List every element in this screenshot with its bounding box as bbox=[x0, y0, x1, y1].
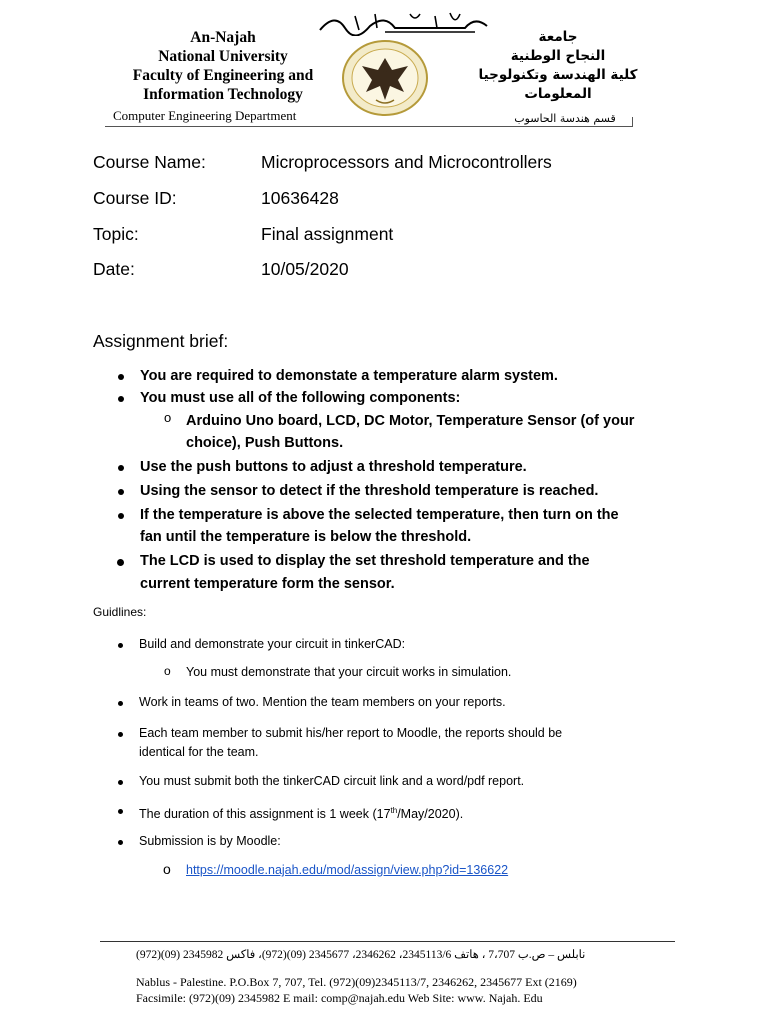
sub-bullet-icon: o bbox=[164, 664, 171, 678]
university-name-english bbox=[108, 28, 338, 104]
en-line-2: National University bbox=[158, 48, 288, 65]
sub-bullet-icon: o bbox=[163, 861, 171, 877]
bullet-icon bbox=[118, 701, 123, 706]
guideline-duration bbox=[139, 801, 639, 824]
date-label: Date: bbox=[93, 259, 135, 279]
ar-line-4: المعلومات bbox=[524, 86, 592, 102]
brief-item: You must use all of the following components: bbox=[140, 390, 461, 406]
bullet-icon bbox=[118, 465, 124, 471]
course-id-value: 10636428 bbox=[261, 188, 339, 208]
topic-label: Topic: bbox=[93, 224, 139, 244]
moodle-submission-link[interactable]: https://moodle.najah.edu/mod/assign/view.php?id=136622 bbox=[186, 863, 509, 877]
bullet-icon bbox=[118, 374, 124, 380]
bullet-icon bbox=[118, 780, 123, 785]
department-english: Computer Engineering Department bbox=[113, 108, 297, 123]
course-id-label: Course ID: bbox=[93, 188, 177, 208]
en-line-4: Information Technology bbox=[143, 86, 303, 103]
ar-line-2: النجاح الوطنية bbox=[510, 48, 606, 64]
department-arabic: قسم هندسة الحاسوب bbox=[514, 112, 616, 125]
footer-arabic-contact: نابلس – ص.ب 7،707 ، هاتف 2345113/6، 2346262، 2345677 (09)(972)، فاكس 2345982 (09)(972) bbox=[136, 949, 586, 961]
assignment-brief-title: Assignment brief: bbox=[93, 331, 229, 351]
topic-value: Final assignment bbox=[261, 224, 394, 244]
guideline-item: You must submit both the tinkerCAD circuit link and a word/pdf report. bbox=[139, 774, 525, 788]
duration-superscript: th bbox=[390, 806, 398, 815]
en-line-3: Faculty of Engineering and bbox=[132, 67, 314, 84]
guideline-item: Each team member to submit his/her report to Moodle, the reports should be bbox=[139, 726, 563, 740]
duration-text-pre: The duration of this assignment is 1 week (17 bbox=[139, 807, 391, 822]
guidelines-title: Guidlines: bbox=[93, 605, 147, 619]
course-name-value: Microprocessors and Microcontrollers bbox=[261, 152, 552, 172]
brief-item: Using the sensor to detect if the threshold temperature is reached. bbox=[140, 483, 599, 499]
bullet-icon bbox=[118, 489, 124, 495]
basmala-calligraphy bbox=[315, 8, 495, 36]
header-divider-tick bbox=[632, 117, 633, 127]
guideline-item-cont: identical for the team. bbox=[139, 745, 259, 759]
header-divider bbox=[105, 126, 633, 127]
bullet-icon bbox=[118, 643, 123, 648]
guideline-item: Submission is by Moodle: bbox=[139, 834, 281, 848]
sub-bullet-icon: o bbox=[164, 410, 172, 425]
date-value: 10/05/2020 bbox=[261, 259, 349, 279]
brief-item: If the temperature is above the selected temperature, then turn on the bbox=[140, 507, 619, 523]
guideline-item: Build and demonstrate your circuit in tinkerCAD: bbox=[139, 637, 406, 651]
brief-subitem: Arduino Uno board, LCD, DC Motor, Temperature Sensor (of your bbox=[186, 413, 635, 429]
university-seal-icon bbox=[340, 38, 430, 118]
footer-divider bbox=[100, 941, 675, 942]
brief-item: Use the push buttons to adjust a threshold temperature. bbox=[140, 459, 527, 475]
university-name-arabic bbox=[478, 28, 638, 104]
brief-subitem-cont: choice), Push Buttons. bbox=[186, 435, 344, 451]
guideline-item: Work in teams of two. Mention the team members on your reports. bbox=[139, 695, 506, 709]
bullet-icon bbox=[118, 732, 123, 737]
duration-text-post: /May/2020). bbox=[397, 807, 464, 822]
brief-item: The LCD is used to display the set threshold temperature and the bbox=[140, 553, 590, 569]
brief-item: You are required to demonstate a temperature alarm system. bbox=[140, 368, 558, 384]
footer-contact: Facsimile: (972)(09) 2345982 E mail: comp@najah.edu Web Site: www. Najah. Edu bbox=[136, 991, 543, 1005]
footer-address: Nablus - Palestine. P.O.Box 7, 707, Tel. (972)(09)2345113/7, 2346262, 2345677 Ext (2169) bbox=[136, 975, 577, 989]
course-name-label: Course Name: bbox=[93, 152, 206, 172]
guideline-subitem: You must demonstrate that your circuit works in simulation. bbox=[186, 665, 512, 679]
bullet-icon bbox=[117, 559, 124, 566]
bullet-icon bbox=[118, 809, 123, 814]
brief-item-cont: current temperature form the sensor. bbox=[140, 576, 395, 592]
brief-item-cont: fan until the temperature is below the threshold. bbox=[140, 529, 472, 545]
bullet-icon bbox=[118, 396, 124, 402]
ar-line-3: كلية الهندسة وتكنولوجيا bbox=[478, 67, 638, 83]
ar-line-1: جامعة bbox=[538, 29, 578, 45]
en-line-1: An-Najah bbox=[190, 29, 256, 46]
bullet-icon bbox=[118, 513, 124, 519]
bullet-icon bbox=[118, 840, 123, 845]
